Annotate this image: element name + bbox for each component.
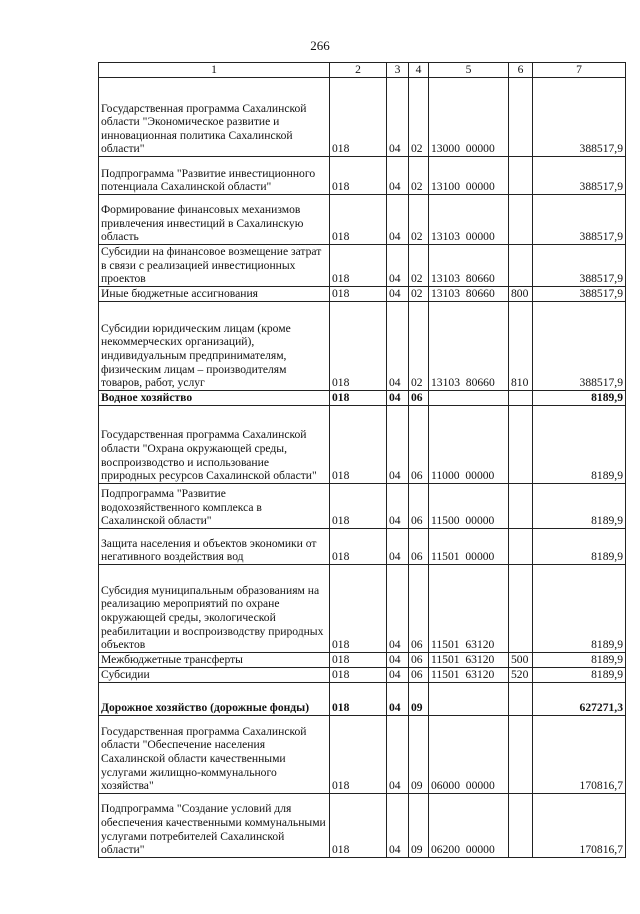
table-row (99, 652, 626, 667)
row-name-cell: Дорожное хозяйство (дорожные фонды) (99, 682, 330, 715)
target-article-cell: 13103 00000 (429, 195, 509, 245)
target-article-cell: 11501 63120 (429, 652, 509, 667)
row-name-cell: Государственная программа Сахалинской области "Охрана окружающей среды, воспроизводство и использование природных ресурсов Сахалинской области" (99, 405, 330, 483)
amount-cell: 388517,9 (533, 78, 626, 157)
section-cell: 04 (387, 528, 409, 564)
expense-type-cell (509, 715, 533, 793)
subsection-cell: 06 (409, 390, 429, 405)
admin-code-cell: 018 (330, 78, 387, 157)
amount-cell: 388517,9 (533, 245, 626, 287)
table-row (99, 483, 626, 528)
section-cell: 04 (387, 245, 409, 287)
amount-cell: 8189,9 (533, 405, 626, 483)
admin-code-cell: 018 (330, 245, 387, 287)
table-row (99, 301, 626, 390)
expense-type-cell (509, 793, 533, 857)
section-cell: 04 (387, 405, 409, 483)
subsection-cell: 02 (409, 195, 429, 245)
admin-code-cell: 018 (330, 793, 387, 857)
header-cell: 3 (387, 63, 409, 78)
table-row (99, 245, 626, 287)
expense-type-cell: 520 (509, 667, 533, 682)
target-article-cell: 06000 00000 (429, 715, 509, 793)
subsection-cell: 09 (409, 715, 429, 793)
section-cell: 04 (387, 390, 409, 405)
admin-code-cell: 018 (330, 301, 387, 390)
row-name-cell: Защита населения и объектов экономики от негативного воздействия вод (99, 528, 330, 564)
admin-code-cell: 018 (330, 652, 387, 667)
target-article-cell: 11000 00000 (429, 405, 509, 483)
admin-code-cell: 018 (330, 682, 387, 715)
row-name-cell: Межбюджетные трансферты (99, 652, 330, 667)
table-row (99, 793, 626, 857)
amount-cell: 8189,9 (533, 390, 626, 405)
admin-code-cell: 018 (330, 157, 387, 195)
target-article-cell: 11501 63120 (429, 564, 509, 652)
section-cell: 04 (387, 564, 409, 652)
amount-cell: 170816,7 (533, 793, 626, 857)
amount-cell: 8189,9 (533, 652, 626, 667)
row-name-cell: Иные бюджетные ассигнования (99, 286, 330, 301)
table-row (99, 286, 626, 301)
target-article-cell: 11501 63120 (429, 667, 509, 682)
table-row (99, 195, 626, 245)
table-row (99, 564, 626, 652)
header-cell: 7 (533, 63, 626, 78)
target-article-cell: 13103 80660 (429, 245, 509, 287)
expense-type-cell (509, 682, 533, 715)
row-name-cell: Подпрограмма "Развитие водохозяйственного комплекса в Сахалинской области" (99, 483, 330, 528)
amount-cell: 8189,9 (533, 483, 626, 528)
expense-type-cell (509, 157, 533, 195)
section-cell: 04 (387, 682, 409, 715)
header-cell: 4 (409, 63, 429, 78)
subsection-cell: 09 (409, 682, 429, 715)
row-name-cell: Подпрограмма "Создание условий для обеспечения качественными коммунальными услугами потребителей Сахалинской области" (99, 793, 330, 857)
section-cell: 04 (387, 78, 409, 157)
table-row (99, 715, 626, 793)
subsection-cell: 06 (409, 667, 429, 682)
subsection-cell: 06 (409, 564, 429, 652)
expense-type-cell: 810 (509, 301, 533, 390)
budget-table (98, 62, 626, 858)
section-cell: 04 (387, 793, 409, 857)
target-article-cell: 13000 00000 (429, 78, 509, 157)
row-name-cell: Субсидии на финансовое возмещение затрат в связи с реализацией инвестиционных проектов (99, 245, 330, 287)
admin-code-cell: 018 (330, 390, 387, 405)
admin-code-cell: 018 (330, 667, 387, 682)
target-article-cell: 11500 00000 (429, 483, 509, 528)
admin-code-cell: 018 (330, 483, 387, 528)
target-article-cell: 06200 00000 (429, 793, 509, 857)
row-name-cell: Государственная программа Сахалинской области "Обеспечение населения Сахалинской области качественными услугами жилищно-коммунального хозяйства" (99, 715, 330, 793)
section-cell: 04 (387, 301, 409, 390)
row-name-cell: Государственная программа Сахалинской области "Экономическое развитие и инновационная политика Сахалинской области" (99, 78, 330, 157)
amount-cell: 170816,7 (533, 715, 626, 793)
admin-code-cell: 018 (330, 715, 387, 793)
table-row (99, 390, 626, 405)
expense-type-cell: 500 (509, 652, 533, 667)
section-cell: 04 (387, 715, 409, 793)
expense-type-cell (509, 483, 533, 528)
target-article-cell: 13103 80660 (429, 301, 509, 390)
amount-cell: 388517,9 (533, 195, 626, 245)
expense-type-cell: 800 (509, 286, 533, 301)
row-name-cell: Формирование финансовых механизмов привлечения инвестиций в Сахалинскую область (99, 195, 330, 245)
row-name-cell: Водное хозяйство (99, 390, 330, 405)
subsection-cell: 02 (409, 157, 429, 195)
admin-code-cell: 018 (330, 195, 387, 245)
subsection-cell: 06 (409, 483, 429, 528)
section-cell: 04 (387, 667, 409, 682)
subsection-cell: 02 (409, 286, 429, 301)
table-row (99, 667, 626, 682)
expense-type-cell (509, 195, 533, 245)
expense-type-cell (509, 528, 533, 564)
header-cell: 1 (99, 63, 330, 78)
section-cell: 04 (387, 483, 409, 528)
row-name-cell: Субсидия муниципальным образованиям на реализацию мероприятий по охране окружающей среды, экологической реабилитации и воспроизводству природных объектов (99, 564, 330, 652)
section-cell: 04 (387, 157, 409, 195)
table-row (99, 405, 626, 483)
header-cell: 6 (509, 63, 533, 78)
admin-code-cell: 018 (330, 286, 387, 301)
expense-type-cell (509, 564, 533, 652)
section-cell: 04 (387, 286, 409, 301)
section-cell: 04 (387, 195, 409, 245)
expense-type-cell (509, 405, 533, 483)
header-row (99, 63, 626, 78)
target-article-cell: 13103 80660 (429, 286, 509, 301)
amount-cell: 388517,9 (533, 301, 626, 390)
target-article-cell (429, 682, 509, 715)
subsection-cell: 02 (409, 301, 429, 390)
amount-cell: 627271,3 (533, 682, 626, 715)
expense-type-cell (509, 390, 533, 405)
table-row (99, 157, 626, 195)
page-number: 266 (310, 38, 330, 53)
row-name-cell: Подпрограмма "Развитие инвестиционного потенциала Сахалинской области" (99, 157, 330, 195)
target-article-cell: 11501 00000 (429, 528, 509, 564)
header-cell: 2 (330, 63, 387, 78)
amount-cell: 8189,9 (533, 667, 626, 682)
table-row (99, 78, 626, 157)
subsection-cell: 02 (409, 245, 429, 287)
row-name-cell: Субсидии юридическим лицам (кроме некоммерческих организаций), индивидуальным предпринимателям, физическим лицам – производителям товаров, работ, услуг (99, 301, 330, 390)
table-row (99, 528, 626, 564)
target-article-cell: 13100 00000 (429, 157, 509, 195)
amount-cell: 388517,9 (533, 286, 626, 301)
amount-cell: 388517,9 (533, 157, 626, 195)
amount-cell: 8189,9 (533, 528, 626, 564)
target-article-cell (429, 390, 509, 405)
amount-cell: 8189,9 (533, 564, 626, 652)
subsection-cell: 06 (409, 528, 429, 564)
subsection-cell: 06 (409, 405, 429, 483)
row-name-cell: Субсидии (99, 667, 330, 682)
admin-code-cell: 018 (330, 564, 387, 652)
header-cell: 5 (429, 63, 509, 78)
section-cell: 04 (387, 652, 409, 667)
admin-code-cell: 018 (330, 405, 387, 483)
subsection-cell: 09 (409, 793, 429, 857)
table-row (99, 682, 626, 715)
admin-code-cell: 018 (330, 528, 387, 564)
expense-type-cell (509, 245, 533, 287)
subsection-cell: 06 (409, 652, 429, 667)
expense-type-cell (509, 78, 533, 157)
subsection-cell: 02 (409, 78, 429, 157)
